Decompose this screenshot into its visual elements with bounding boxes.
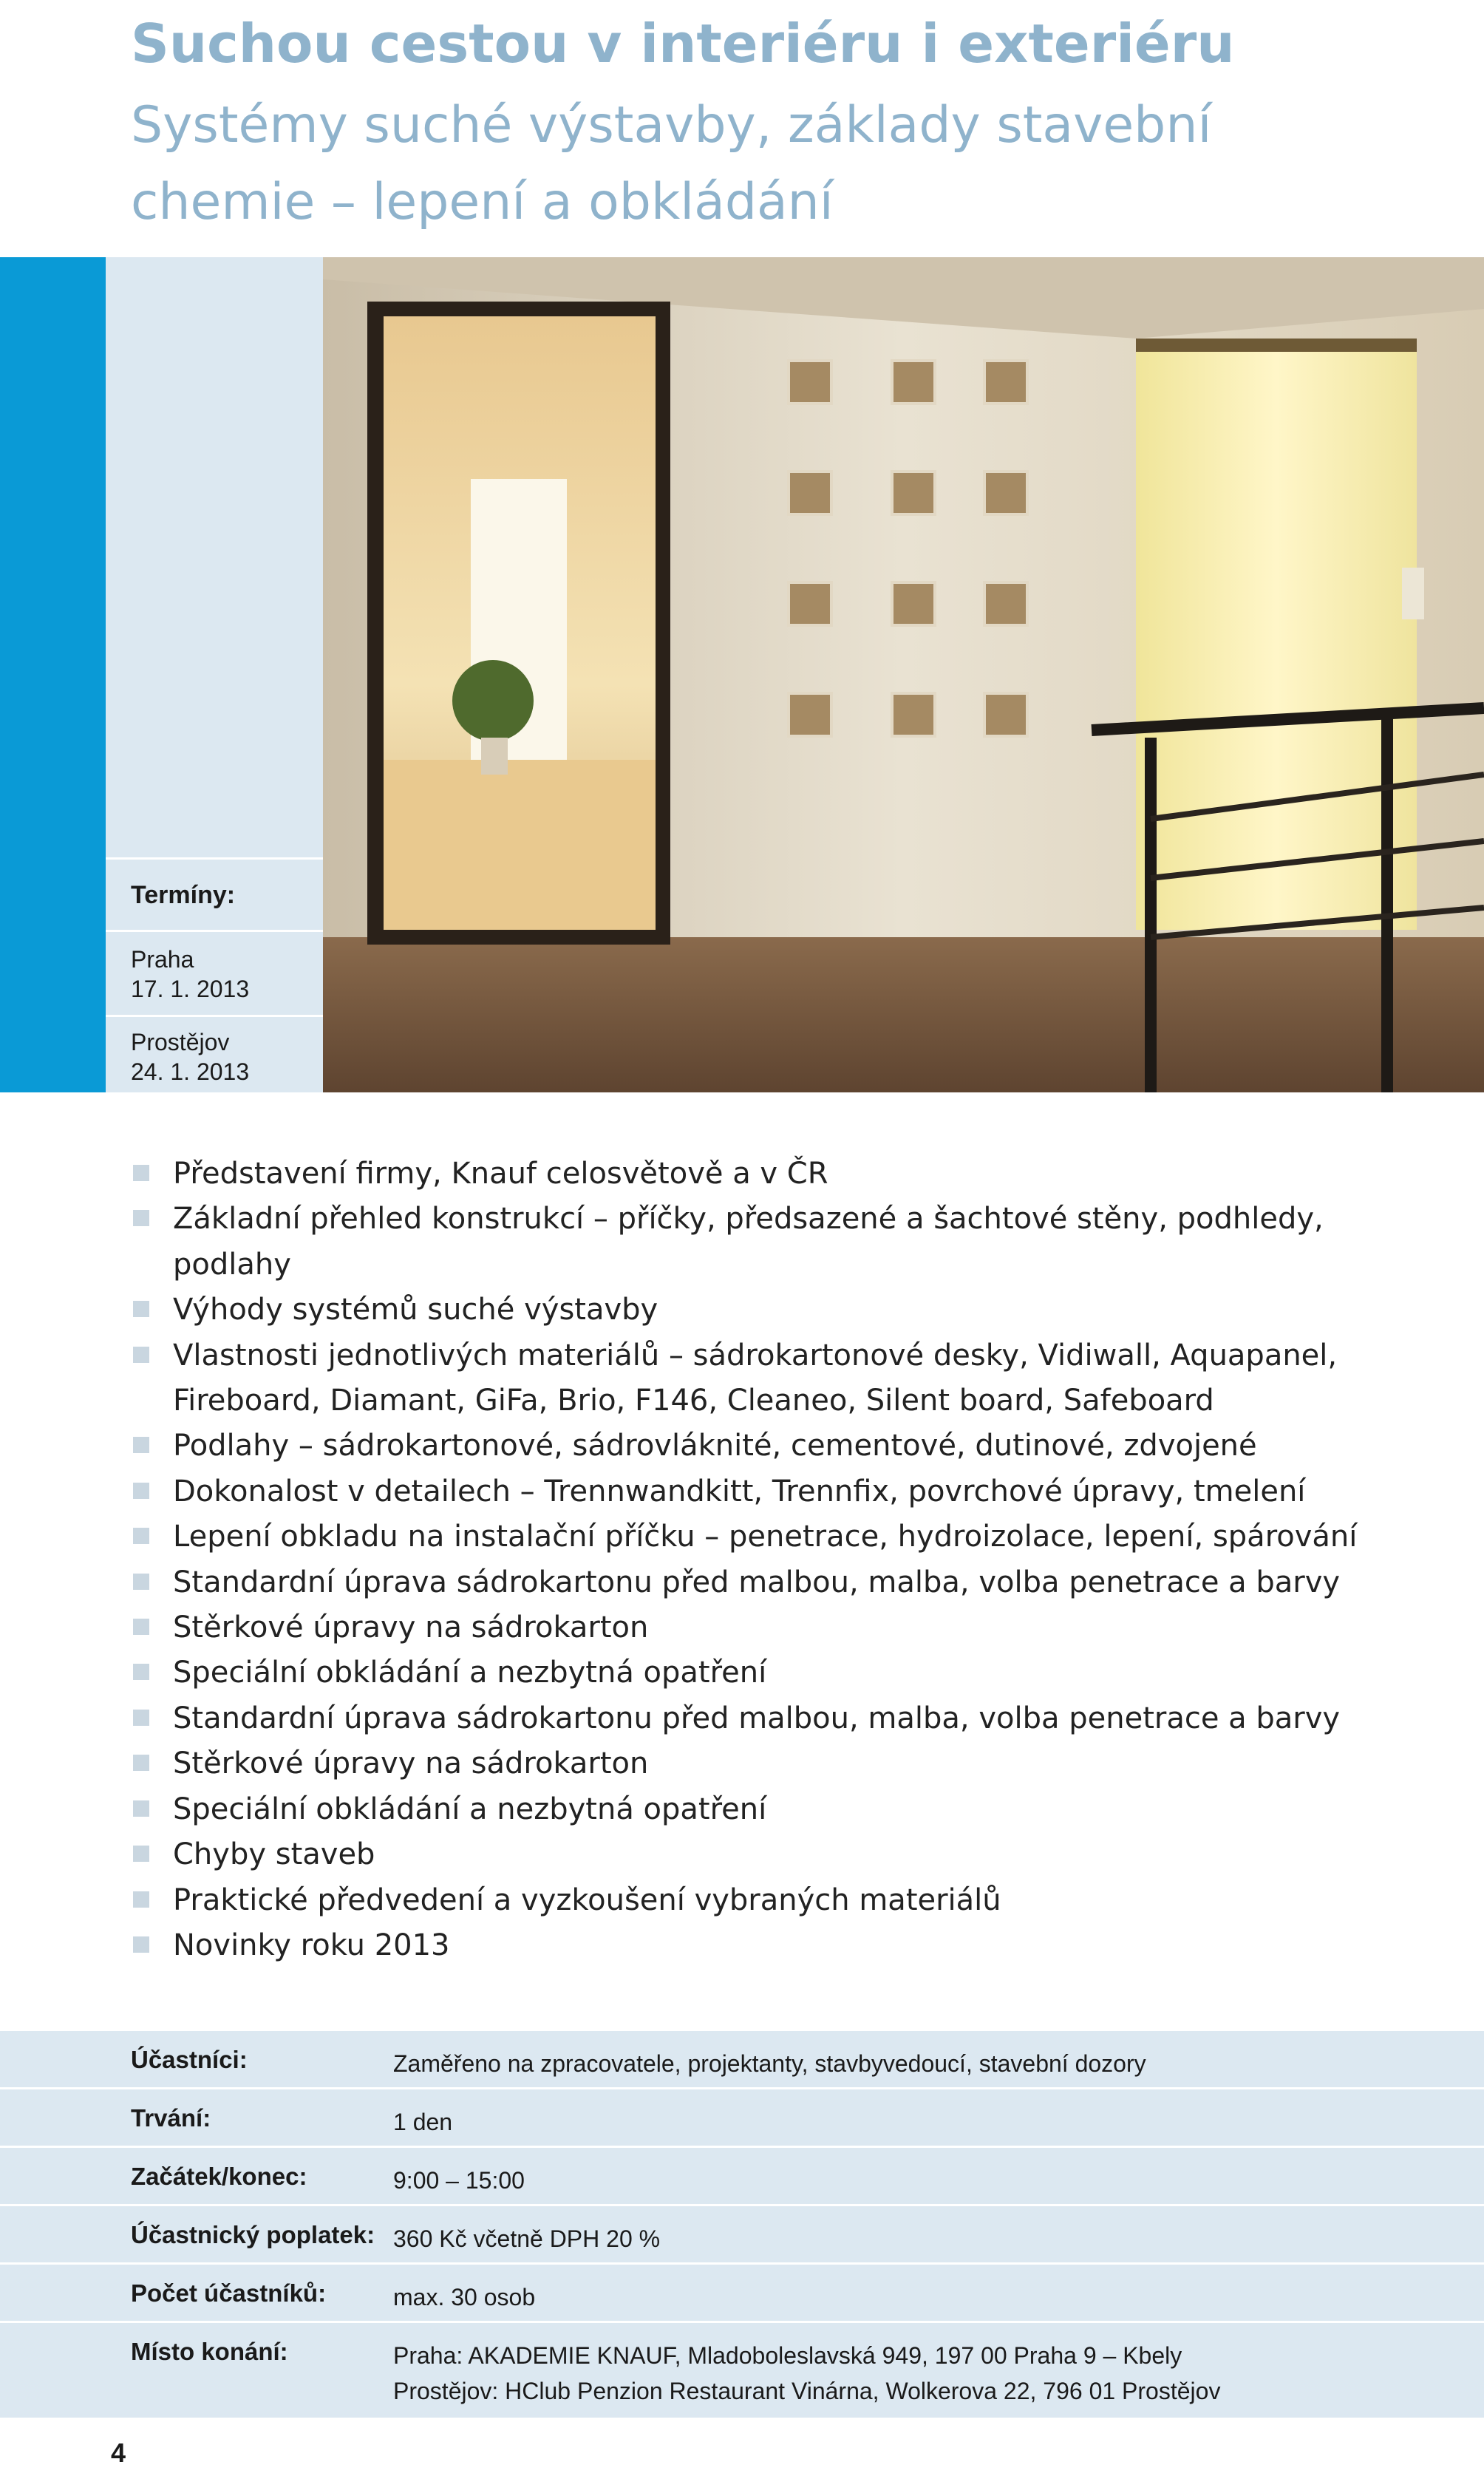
list-item-text: Dokonalost v detailech – Trennwandkitt, Trennfix, povrchové úpravy, tmelení	[173, 1474, 1306, 1509]
square-bullet-icon	[133, 1165, 149, 1181]
square-bullet-icon	[133, 1347, 149, 1363]
page-title: Suchou cestou v interiéru i exteriéru	[131, 13, 1235, 75]
square-bullet-icon	[133, 1574, 149, 1590]
list-item	[133, 1288, 1449, 1333]
info-value: 9:00 – 15:00	[393, 2167, 525, 2194]
info-label: Účastníci:	[131, 2046, 248, 2073]
info-table	[0, 2031, 1484, 2420]
square-bullet-icon	[133, 1483, 149, 1499]
list-item-text: Standardní úprava sádrokartonu před malbou, malba, volba penetrace a barvy	[173, 1701, 1341, 1735]
page-number: 4	[111, 2438, 126, 2468]
table-row	[0, 2148, 1484, 2206]
list-item-text: Chyby staveb	[173, 1837, 375, 1872]
square-bullet-icon	[133, 1528, 149, 1544]
info-value: max. 30 osob	[393, 2284, 536, 2310]
interior-photo	[323, 257, 1484, 1092]
accent-strip	[0, 257, 106, 1092]
list-item	[133, 1878, 1449, 1923]
table-row	[0, 2206, 1484, 2265]
date-city: Prostějov	[131, 1029, 230, 1055]
list-item-text: Fireboard, Diamant, GiFa, Brio, F146, Cleaneo, Silent board, Safeboard	[173, 1384, 1214, 1418]
list-item	[133, 1424, 1449, 1469]
list-item	[133, 1696, 1449, 1741]
list-item	[133, 1333, 1449, 1378]
date-city: Praha	[131, 946, 194, 973]
info-value: Zaměřeno na zpracovatele, projektanty, stavbyvedoucí, stavební dozory	[393, 2050, 1146, 2077]
square-bullet-icon	[133, 1846, 149, 1862]
divider	[106, 857, 323, 860]
list-item	[133, 1787, 1449, 1832]
list-item	[133, 1197, 1449, 1288]
list-item	[133, 1650, 1449, 1696]
info-label: Začátek/konec:	[131, 2163, 307, 2190]
table-row	[0, 2323, 1484, 2420]
info-value: 1 den	[393, 2109, 453, 2135]
list-item-text: Praktické předvedení a vyzkoušení vybraných materiálů	[173, 1882, 1001, 1917]
square-bullet-icon	[133, 1437, 149, 1453]
subtitle-line: Systémy suché výstavby, základy stavební	[131, 96, 1212, 154]
info-label: Místo konání:	[131, 2338, 288, 2365]
list-item-text: Standardní úprava sádrokartonu před malbou, malba, volba penetrace a barvy	[173, 1565, 1341, 1599]
table-row	[0, 2031, 1484, 2089]
table-row	[0, 2089, 1484, 2148]
list-item-text: Lepení obkladu na instalační příčku – penetrace, hydroizolace, lepení, spárování	[173, 1520, 1358, 1554]
info-label: Počet účastníků:	[131, 2279, 327, 2307]
list-item	[133, 1605, 1449, 1650]
list-item	[133, 1560, 1449, 1605]
agenda-list	[133, 1152, 1449, 1968]
list-item-text: Vlastnosti jednotlivých materiálů – sádrokartonové desky, Vidiwall, Aquapanel,	[173, 1338, 1338, 1373]
divider	[106, 930, 323, 932]
date-value: 24. 1. 2013	[131, 1058, 250, 1085]
table-row	[0, 2265, 1484, 2323]
info-label: Trvání:	[131, 2104, 211, 2132]
list-item	[133, 1832, 1449, 1877]
dates-heading: Termíny:	[131, 881, 236, 909]
divider	[106, 1015, 323, 1017]
square-bullet-icon	[133, 1710, 149, 1726]
list-item-text: Novinky roku 2013	[173, 1928, 450, 1962]
square-bullet-icon	[133, 1891, 149, 1908]
square-bullet-icon	[133, 1210, 149, 1226]
square-bullet-icon	[133, 1619, 149, 1635]
list-item-text: Speciální obkládání a nezbytná opatření	[173, 1656, 767, 1690]
info-value: 360 Kč včetně DPH 20 %	[393, 2225, 661, 2252]
list-item	[133, 1152, 1449, 1197]
list-item	[133, 1923, 1449, 1968]
list-item	[133, 1514, 1449, 1560]
page-subtitle	[131, 87, 1239, 241]
info-label: Účastnický poplatek:	[131, 2221, 375, 2248]
list-item-text: Základní přehled konstrukcí – příčky, předsazené a šachtové stěny, podhledy, podlahy	[173, 1202, 1324, 1282]
square-bullet-icon	[133, 1664, 149, 1680]
subtitle-line: chemie – lepení a obkládání	[131, 173, 834, 231]
square-bullet-icon	[133, 1301, 149, 1317]
info-value	[393, 2338, 1220, 2409]
list-item	[133, 1469, 1449, 1514]
date-value: 17. 1. 2013	[131, 976, 250, 1002]
square-bullet-icon	[133, 1755, 149, 1771]
list-item-text: Představení firmy, Knauf celosvětově a v ČR	[173, 1157, 828, 1191]
venue-line: Praha: AKADEMIE KNAUF, Mladoboleslavská 949, 197 00 Praha 9 – Kbely	[393, 2342, 1182, 2369]
list-item-text: Podlahy – sádrokartonové, sádrovláknité, cementové, dutinové, zdvojené	[173, 1429, 1257, 1463]
list-item-text: Speciální obkládání a nezbytná opatření	[173, 1792, 767, 1826]
venue-line: Prostějov: HClub Penzion Restaurant Vinárna, Wolkerova 22, 796 01 Prostějov	[393, 2378, 1221, 2404]
list-item-text: Stěrkové úpravy na sádrokarton	[173, 1747, 649, 1781]
dates-panel	[106, 257, 323, 1092]
list-item-text: Výhody systémů suché výstavby	[173, 1293, 658, 1327]
square-bullet-icon	[133, 1800, 149, 1817]
list-item-text: Stěrkové úpravy na sádrokarton	[173, 1611, 649, 1645]
list-item	[133, 1741, 1449, 1786]
square-bullet-icon	[133, 1936, 149, 1953]
list-item-continuation	[133, 1378, 1449, 1424]
